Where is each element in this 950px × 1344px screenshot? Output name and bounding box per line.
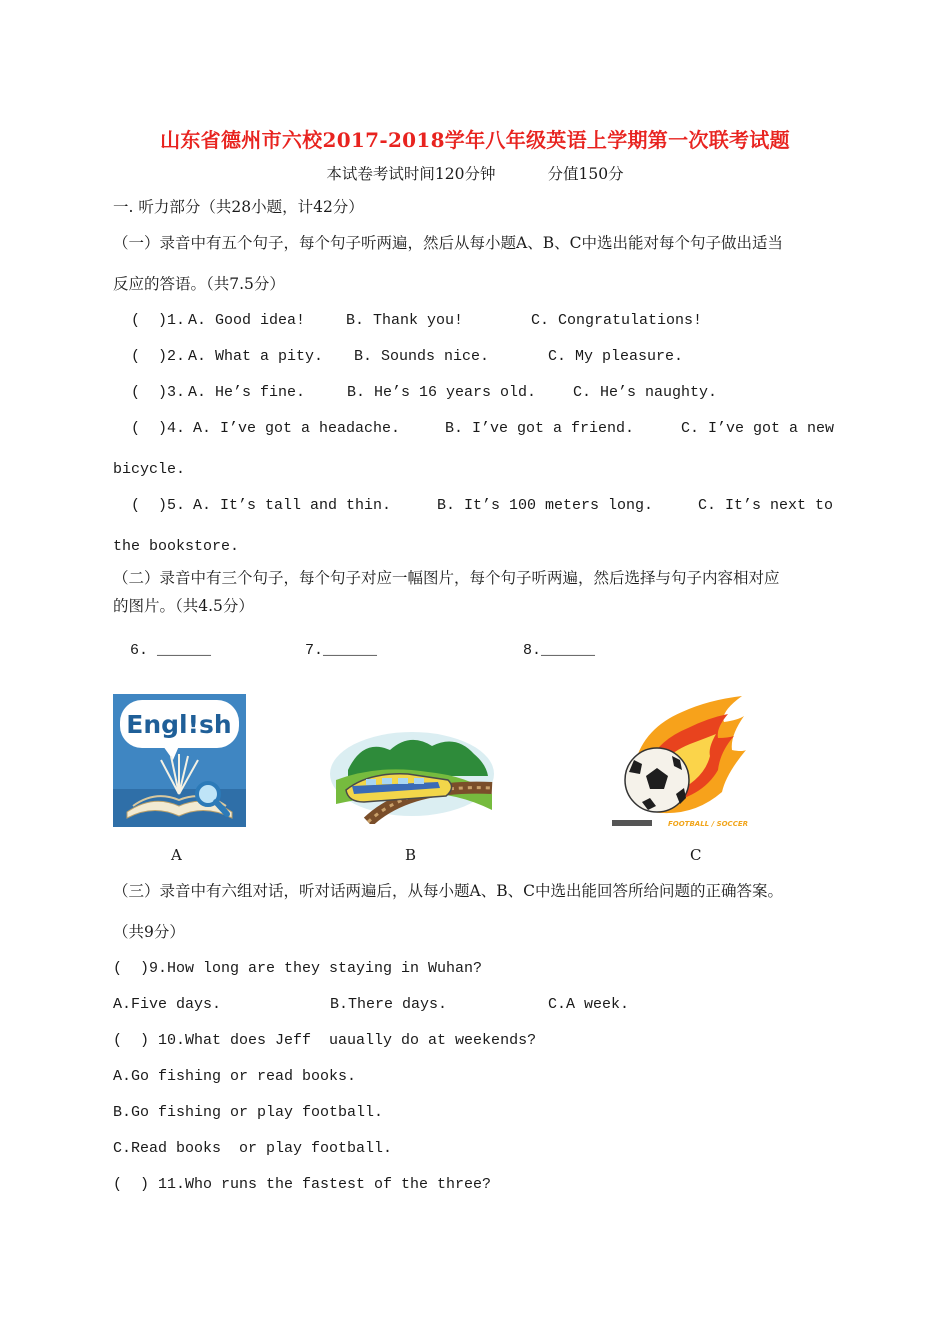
- picture-label-b: B: [405, 846, 417, 864]
- section1-instruction: （一）录音中有五个句子，每个句子听两遍，然后从每小题A、B、C中选出能对每个句子做出适当: [113, 234, 783, 252]
- option-b: B. Thank you!: [346, 312, 464, 329]
- page-title: 山东省德州市六校2017-2018学年八年级英语上学期第一次联考试题: [160, 128, 790, 152]
- english-book-icon: [113, 694, 246, 827]
- answer-blank-7: 7.______: [305, 642, 378, 659]
- exam-info: [0, 162, 950, 184]
- picture-caption: FOOTBALL / SOCCER: [668, 820, 749, 828]
- option-b: B. It’s 100 meters long.: [437, 497, 654, 514]
- option-c: C. He’s naughty.: [573, 384, 718, 401]
- section3-instruction: （三）录音中有六组对话，听对话两遍后，从每小题A、B、C中选出能回答所给问题的正确答案。: [113, 882, 783, 900]
- option-a: A.Five days.: [113, 996, 222, 1013]
- option-c: C.A week.: [548, 996, 630, 1013]
- option-a: A. Good idea!: [188, 312, 306, 329]
- option-a: A.Go fishing or read books.: [113, 1068, 357, 1085]
- section1-instruction-cont: 反应的答语。（共7.5分）: [113, 275, 285, 293]
- train-icon: [328, 724, 496, 824]
- picture-label-a: A: [171, 846, 182, 864]
- option-c-cont: the bookstore.: [113, 538, 240, 555]
- question-number: ( )4.: [131, 420, 186, 437]
- option-a: A. It’s tall and thin.: [193, 497, 392, 514]
- option-c: C. I’ve got a new: [681, 420, 835, 437]
- question-stem-11: ( ) 11.Who runs the fastest of the three?: [113, 1176, 492, 1193]
- option-c: C. My pleasure.: [548, 348, 684, 365]
- option-c: C. It’s next to: [698, 497, 834, 514]
- exam-score: 分值150分: [547, 165, 624, 183]
- picture-label-c: C: [690, 846, 702, 864]
- option-a: A. He’s fine.: [188, 384, 306, 401]
- question-stem-10: ( ) 10.What does Jeff uaually do at weekends?: [113, 1032, 537, 1049]
- answer-blank-8: 8.______: [523, 642, 596, 659]
- picture-b: [328, 724, 496, 824]
- option-c: C. Congratulations!: [531, 312, 703, 329]
- picture-c: [612, 694, 752, 830]
- option-b: B. He’s 16 years old.: [347, 384, 537, 401]
- section2-instruction: （二）录音中有三个句子，每个句子对应一幅图片，每个句子听两遍，然后选择与句子内容相对应: [113, 569, 780, 587]
- question-number: ( )5.: [131, 497, 186, 514]
- answer-blank-6: 6. ______: [130, 642, 212, 659]
- question-number: ( )1.: [131, 312, 186, 329]
- section2-instruction-cont: 的图片。（共4.5分）: [113, 597, 254, 615]
- question-stem-9: ( )9.How long are they staying in Wuhan?: [113, 960, 483, 977]
- option-a: A. What a pity.: [188, 348, 324, 365]
- book-word: Engl!sh: [126, 710, 232, 739]
- section3-instruction-cont: （共9分）: [113, 923, 185, 941]
- option-c-cont: bicycle.: [113, 461, 186, 478]
- option-c: C.Read books or play football.: [113, 1140, 393, 1157]
- option-b: B.Go fishing or play football.: [113, 1104, 384, 1121]
- exam-time: 本试卷考试时间120分钟: [326, 165, 496, 183]
- option-a: A. I’ve got a headache.: [193, 420, 401, 437]
- part-heading: 一. 听力部分（共28小题，计42分）: [113, 198, 364, 216]
- flaming-soccer-ball-icon: [612, 694, 752, 830]
- picture-a: [113, 694, 246, 827]
- question-number: ( )3.: [131, 384, 186, 401]
- option-b: B.There days.: [330, 996, 448, 1013]
- option-b: B. Sounds nice.: [354, 348, 490, 365]
- option-b: B. I’ve got a friend.: [445, 420, 635, 437]
- question-number: ( )2.: [131, 348, 186, 365]
